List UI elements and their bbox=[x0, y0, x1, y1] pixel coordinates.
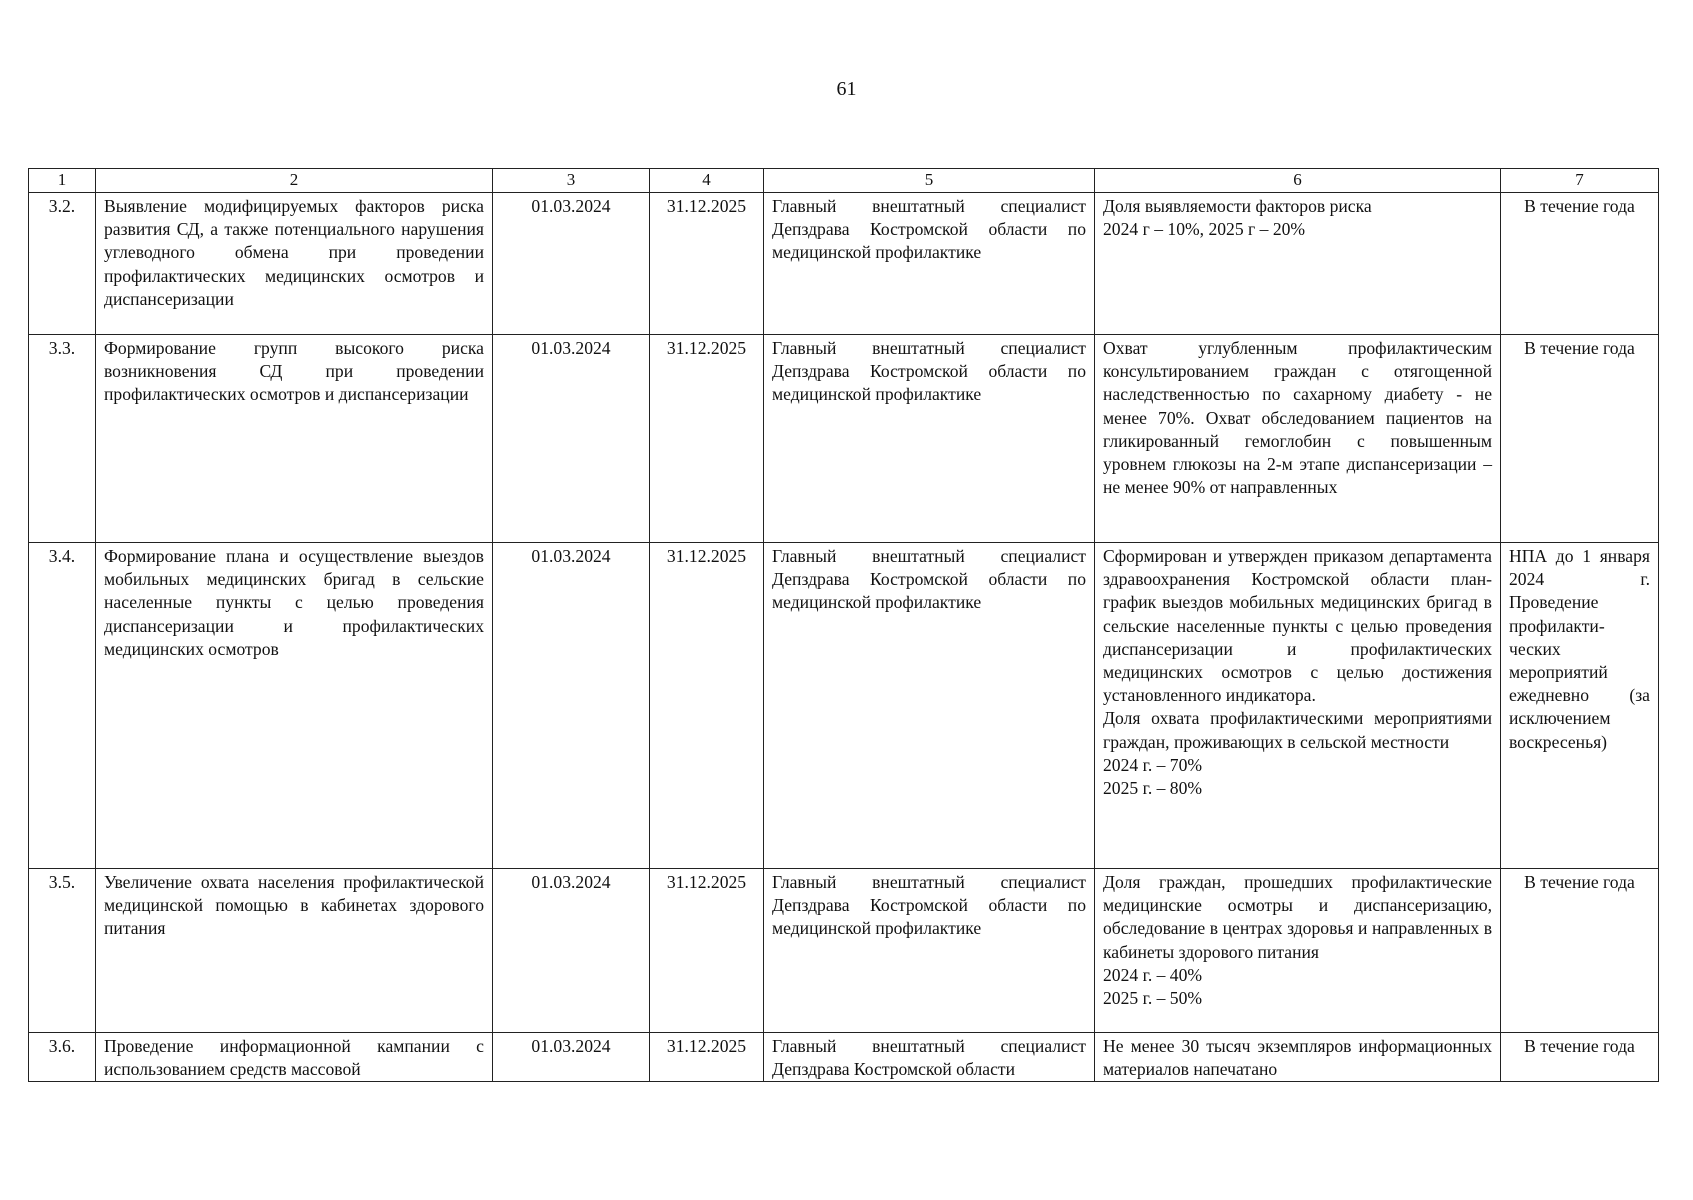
activity-cell: Формирование групп высокого риска возникновения СД при проведении профилактических осмотров и диспансеризации bbox=[96, 335, 493, 543]
result-line: Не менее 30 тысяч экземпляров информационных материалов напечатано bbox=[1103, 1036, 1492, 1080]
responsible-cell: Главный внештатный специалист Депздрава Костромской области по медицинской профилактике bbox=[764, 543, 1095, 869]
item-number: 3.3. bbox=[29, 335, 96, 543]
result-cell bbox=[1095, 335, 1501, 543]
deadline-cell: В течение года bbox=[1501, 193, 1659, 335]
start-date-cell: 01.03.2024 bbox=[493, 1033, 650, 1082]
table-row bbox=[29, 193, 1659, 335]
end-date-cell: 31.12.2025 bbox=[650, 869, 764, 1033]
start-date-cell: 01.03.2024 bbox=[493, 869, 650, 1033]
result-line: Доля выявляемости факторов риска bbox=[1103, 196, 1372, 216]
result-cell bbox=[1095, 193, 1501, 335]
deadline-cell: В течение года bbox=[1501, 1033, 1659, 1082]
item-number: 3.4. bbox=[29, 543, 96, 869]
column-number-3: 3 bbox=[493, 169, 650, 193]
page-number: 61 bbox=[836, 78, 857, 100]
end-date-cell: 31.12.2025 bbox=[650, 335, 764, 543]
result-line: Доля граждан, прошедших профилактические медицинские осмотры и диспансеризацию, обследование в центрах здоровья и направленных в кабинеты здорового питания bbox=[1103, 872, 1492, 962]
activity-cell: Проведение информационной кампании с использованием средств массовой bbox=[96, 1033, 493, 1082]
column-number-6: 6 bbox=[1095, 169, 1501, 193]
column-number-2: 2 bbox=[96, 169, 493, 193]
result-line: 2024 г – 10%, 2025 г – 20% bbox=[1103, 219, 1306, 240]
deadline-cell: В течение года bbox=[1501, 335, 1659, 543]
result-line: 2024 г. – 70% bbox=[1103, 754, 1203, 775]
activity-cell: Выявление модифицируемых факторов риска развития СД, а также потенциального нарушения углеводного обмена при проведении профилактических медицинских осмотров и диспансеризации bbox=[96, 193, 493, 335]
result-line: Доля охвата профилактическими мероприятиями граждан, проживающих в сельской местности bbox=[1103, 708, 1492, 752]
item-number: 3.6. bbox=[29, 1033, 96, 1082]
action-plan-table bbox=[28, 168, 1659, 1082]
table-row bbox=[29, 1033, 1659, 1082]
deadline-cell: НПА до 1 января 2024 г. Проведение профилакти-ческих мероприятий ежедневно (за исключением воскресенья) bbox=[1501, 543, 1659, 869]
start-date-cell: 01.03.2024 bbox=[493, 543, 650, 869]
result-line: 2025 г. – 50% bbox=[1103, 988, 1203, 1009]
column-number-header-row bbox=[29, 169, 1659, 193]
result-line: 2024 г. – 40% bbox=[1103, 964, 1203, 985]
table-row bbox=[29, 335, 1659, 543]
end-date-cell: 31.12.2025 bbox=[650, 193, 764, 335]
table-row bbox=[29, 869, 1659, 1033]
result-cell bbox=[1095, 1033, 1501, 1082]
deadline-cell: В течение года bbox=[1501, 869, 1659, 1033]
column-number-4: 4 bbox=[650, 169, 764, 193]
column-number-7: 7 bbox=[1501, 169, 1659, 193]
result-line: Охват углубленным профилактическим консультированием граждан с отягощенной наследственностью по сахарному диабету - не менее 70%. Охват обследованием пациентов на гликированный гемоглобин с повышенным уровнем глюкозы на 2-м этапе диспансеризации – не менее 90% от направленных bbox=[1103, 338, 1492, 498]
start-date-cell: 01.03.2024 bbox=[493, 335, 650, 543]
responsible-cell: Главный внештатный специалист Депздрава Костромской области по медицинской профилактике bbox=[764, 869, 1095, 1033]
result-cell bbox=[1095, 869, 1501, 1033]
responsible-cell: Главный внештатный специалист Депздрава Костромской области bbox=[764, 1033, 1095, 1082]
end-date-cell: 31.12.2025 bbox=[650, 1033, 764, 1082]
item-number: 3.2. bbox=[29, 193, 96, 335]
result-cell bbox=[1095, 543, 1501, 869]
end-date-cell: 31.12.2025 bbox=[650, 543, 764, 869]
activity-cell: Увеличение охвата населения профилактической медицинской помощью в кабинетах здорового питания bbox=[96, 869, 493, 1033]
activity-cell: Формирование плана и осуществление выездов мобильных медицинских бригад в сельские населенные пункты с целью проведения диспансеризации и профилактических медицинских осмотров bbox=[96, 543, 493, 869]
result-line: Сформирован и утвержден приказом департамента здравоохранения Костромской области план-график выездов мобильных медицинских бригад в сельские населенные пункты с целью проведения диспансеризации и профилактических медицинских осмотров с целью достижения установленного индикатора. bbox=[1103, 546, 1492, 706]
start-date-cell: 01.03.2024 bbox=[493, 193, 650, 335]
responsible-cell: Главный внештатный специалист Депздрава Костромской области по медицинской профилактике bbox=[764, 193, 1095, 335]
table-row bbox=[29, 543, 1659, 869]
column-number-1: 1 bbox=[29, 169, 96, 193]
item-number: 3.5. bbox=[29, 869, 96, 1033]
result-line: 2025 г. – 80% bbox=[1103, 778, 1203, 799]
column-number-5: 5 bbox=[764, 169, 1095, 193]
responsible-cell: Главный внештатный специалист Депздрава Костромской области по медицинской профилактике bbox=[764, 335, 1095, 543]
